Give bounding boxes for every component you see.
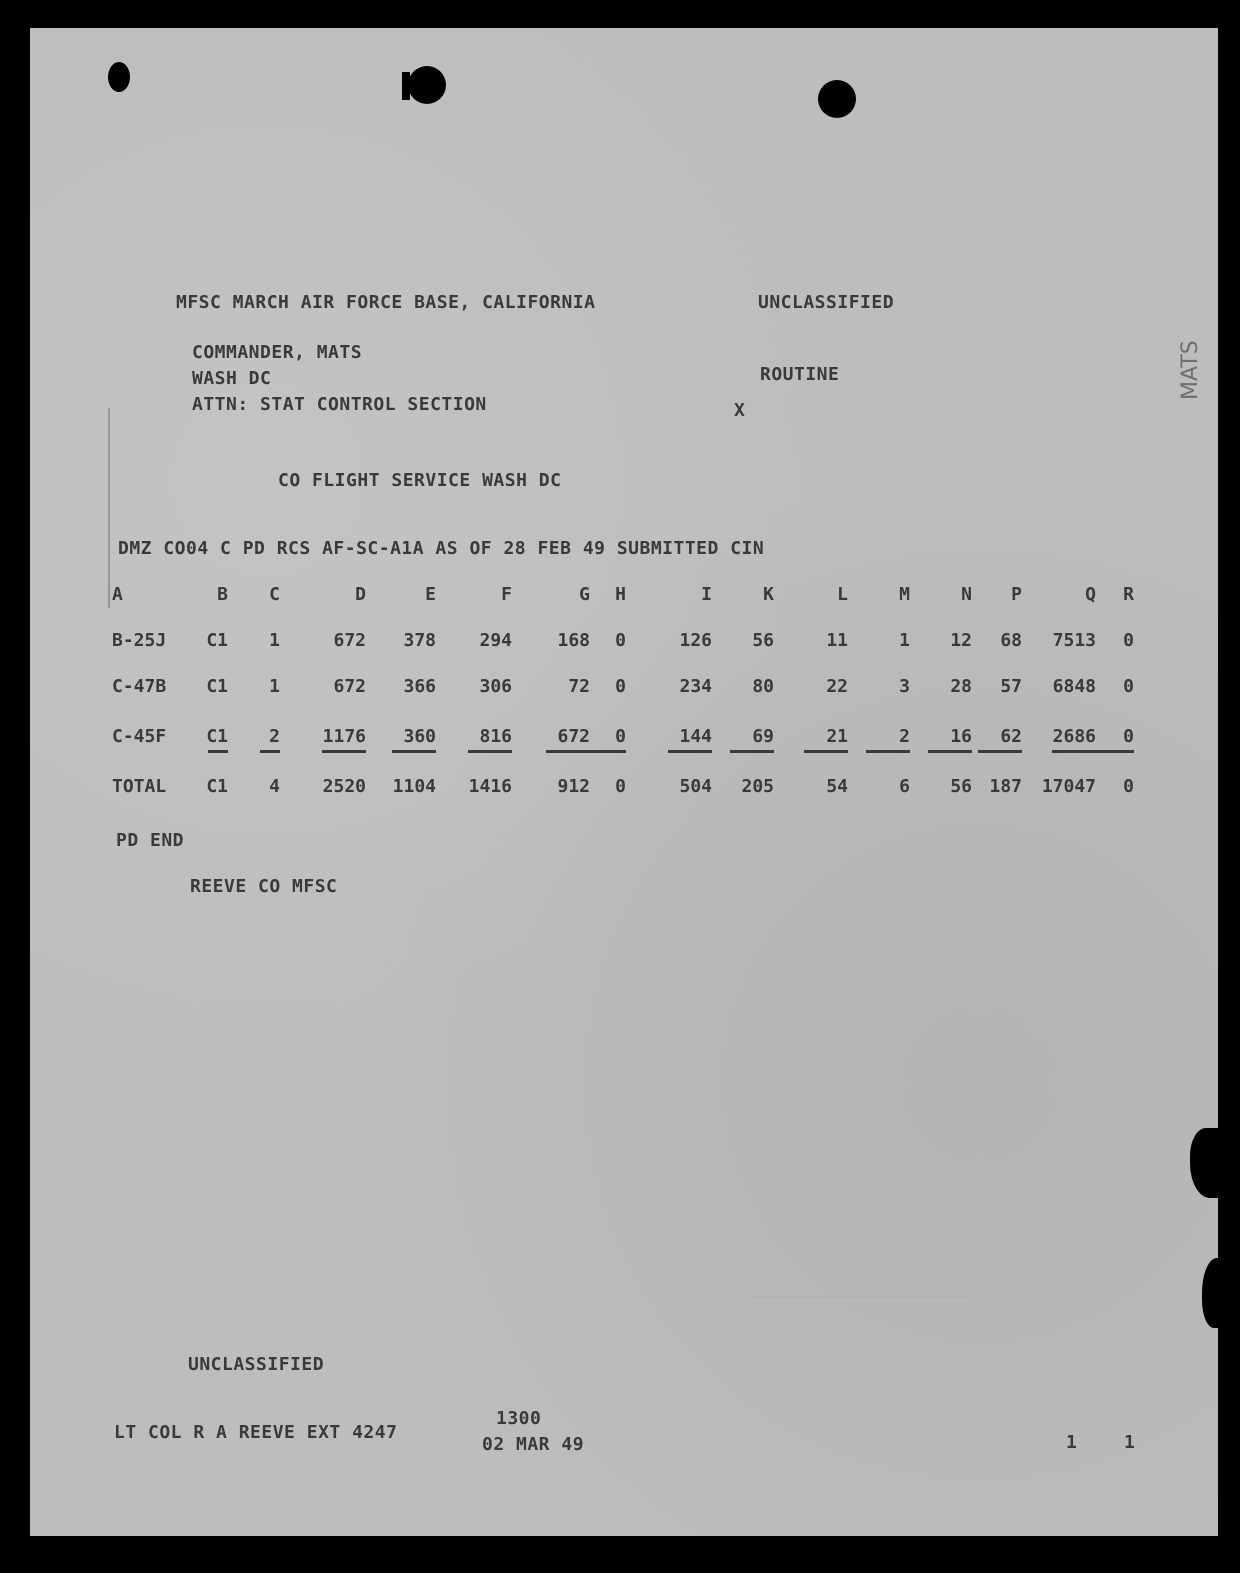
column-header: B <box>217 584 228 605</box>
table-cell: 378 <box>403 630 436 651</box>
page-number: 1 <box>1066 1432 1078 1453</box>
row-underline <box>1090 750 1134 753</box>
table-cell: 57 <box>1000 676 1022 697</box>
total-cell: TOTAL <box>112 776 167 797</box>
total-cell: 17047 <box>1041 776 1096 797</box>
table-cell: 306 <box>479 676 512 697</box>
row-underline <box>668 750 712 753</box>
punch-hole-left <box>108 62 130 92</box>
table-cell: 7513 <box>1052 630 1096 651</box>
table-cell: 62 <box>1000 726 1022 747</box>
table-cell: 168 <box>557 630 590 651</box>
table-cell: 1 <box>899 630 910 651</box>
table-cell: 56 <box>752 630 774 651</box>
table-cell: 366 <box>403 676 436 697</box>
column-header: K <box>763 584 774 605</box>
table-cell: 1176 <box>322 726 366 747</box>
date: 02 MAR 49 <box>482 1434 585 1455</box>
table-cell: 0 <box>1123 676 1134 697</box>
table-cell: 234 <box>679 676 712 697</box>
total-cell: 187 <box>989 776 1022 797</box>
punch-hole-center <box>408 66 446 104</box>
total-cell: 1104 <box>392 776 436 797</box>
total-cell: 0 <box>615 776 626 797</box>
row-underline <box>978 750 1022 753</box>
table-cell: 2 <box>269 726 280 747</box>
table-cell: C1 <box>206 726 228 747</box>
handwritten-note: MATS <box>1178 340 1203 400</box>
edge-tear-right-lower <box>1202 1258 1232 1328</box>
row-underline <box>208 750 228 753</box>
table-cell: 72 <box>568 676 590 697</box>
row-underline <box>928 750 972 753</box>
classification-top: UNCLASSIFIED <box>758 292 895 313</box>
table-cell: 294 <box>479 630 512 651</box>
table-cell: 2 <box>899 726 910 747</box>
table-cell: 0 <box>1123 726 1134 747</box>
table-cell: 3 <box>899 676 910 697</box>
row-underline <box>260 750 280 753</box>
total-cell: 6 <box>899 776 910 797</box>
column-header: M <box>899 584 910 605</box>
edge-tear-right <box>1190 1128 1230 1198</box>
punch-hole-right <box>818 80 856 118</box>
row-underline <box>730 750 774 753</box>
table-cell: 144 <box>679 726 712 747</box>
table-cell: 672 <box>333 676 366 697</box>
table-cell: C1 <box>206 676 228 697</box>
from-line: MFSC MARCH AIR FORCE BASE, CALIFORNIA <box>176 292 596 313</box>
column-header: D <box>355 584 366 605</box>
table-cell: 11 <box>826 630 848 651</box>
to-line-3: ATTN: STAT CONTROL SECTION <box>192 394 487 415</box>
row-underline <box>866 750 910 753</box>
column-header: N <box>961 584 972 605</box>
row-underline <box>804 750 848 753</box>
time: 1300 <box>496 1408 542 1429</box>
table-cell: 1 <box>269 676 280 697</box>
column-header: C <box>269 584 280 605</box>
table-cell: 16 <box>950 726 972 747</box>
table-cell: 6848 <box>1052 676 1096 697</box>
row-underline <box>392 750 436 753</box>
table-cell: 126 <box>679 630 712 651</box>
table-cell: 21 <box>826 726 848 747</box>
total-cell: 2520 <box>322 776 366 797</box>
table-cell: C-45F <box>112 726 167 747</box>
row-underline <box>582 750 626 753</box>
table-cell: 0 <box>1123 630 1134 651</box>
table-cell: 68 <box>1000 630 1022 651</box>
total-cell: 0 <box>1123 776 1134 797</box>
table-cell: 22 <box>826 676 848 697</box>
paper-crease <box>108 408 110 608</box>
total-cell: 56 <box>950 776 972 797</box>
table-cell: 1 <box>269 630 280 651</box>
table-cell: 28 <box>950 676 972 697</box>
table-cell: 816 <box>479 726 512 747</box>
row-underline <box>322 750 366 753</box>
classification-bottom: UNCLASSIFIED <box>188 1354 325 1375</box>
column-header: L <box>837 584 848 605</box>
originator: LT COL R A REEVE EXT 4247 <box>114 1422 398 1443</box>
table-cell: 2686 <box>1052 726 1096 747</box>
total-cell: 504 <box>679 776 712 797</box>
document-page <box>30 28 1218 1536</box>
table-cell: 672 <box>557 726 590 747</box>
table-cell: 69 <box>752 726 774 747</box>
total-cell: 912 <box>557 776 590 797</box>
total-cell: 4 <box>269 776 280 797</box>
pd-end: PD END <box>116 830 185 851</box>
column-header: I <box>701 584 712 605</box>
total-cell: C1 <box>206 776 228 797</box>
table-cell: B-25J <box>112 630 167 651</box>
faint-stamp <box>750 1296 970 1438</box>
column-header: Q <box>1085 584 1096 605</box>
column-header: F <box>501 584 512 605</box>
message-line: DMZ CO04 C PD RCS AF-SC-A1A AS OF 28 FEB 49 SUBMITTED CIN <box>118 538 765 559</box>
table-cell: 672 <box>333 630 366 651</box>
page-total: 1 <box>1124 1432 1136 1453</box>
table-cell: C1 <box>206 630 228 651</box>
table-cell: 80 <box>752 676 774 697</box>
column-header: A <box>112 584 123 605</box>
row-underline <box>468 750 512 753</box>
column-header: R <box>1123 584 1134 605</box>
total-cell: 54 <box>826 776 848 797</box>
table-cell: 0 <box>615 676 626 697</box>
table-cell: 360 <box>403 726 436 747</box>
to-line-2: WASH DC <box>192 368 272 389</box>
signature-line: REEVE CO MFSC <box>190 876 338 897</box>
column-header: G <box>579 584 590 605</box>
precedence-mark: X <box>734 400 746 421</box>
total-cell: 205 <box>741 776 774 797</box>
table-cell: 0 <box>615 630 626 651</box>
column-header: H <box>615 584 626 605</box>
table-cell: 0 <box>615 726 626 747</box>
info-line: CO FLIGHT SERVICE WASH DC <box>278 470 562 491</box>
column-header: P <box>1011 584 1022 605</box>
table-cell: C-47B <box>112 676 167 697</box>
column-header: E <box>425 584 436 605</box>
precedence: ROUTINE <box>760 364 840 385</box>
to-line-1: COMMANDER, MATS <box>192 342 363 363</box>
total-cell: 1416 <box>468 776 512 797</box>
hole-notch <box>402 72 410 100</box>
table-cell: 12 <box>950 630 972 651</box>
